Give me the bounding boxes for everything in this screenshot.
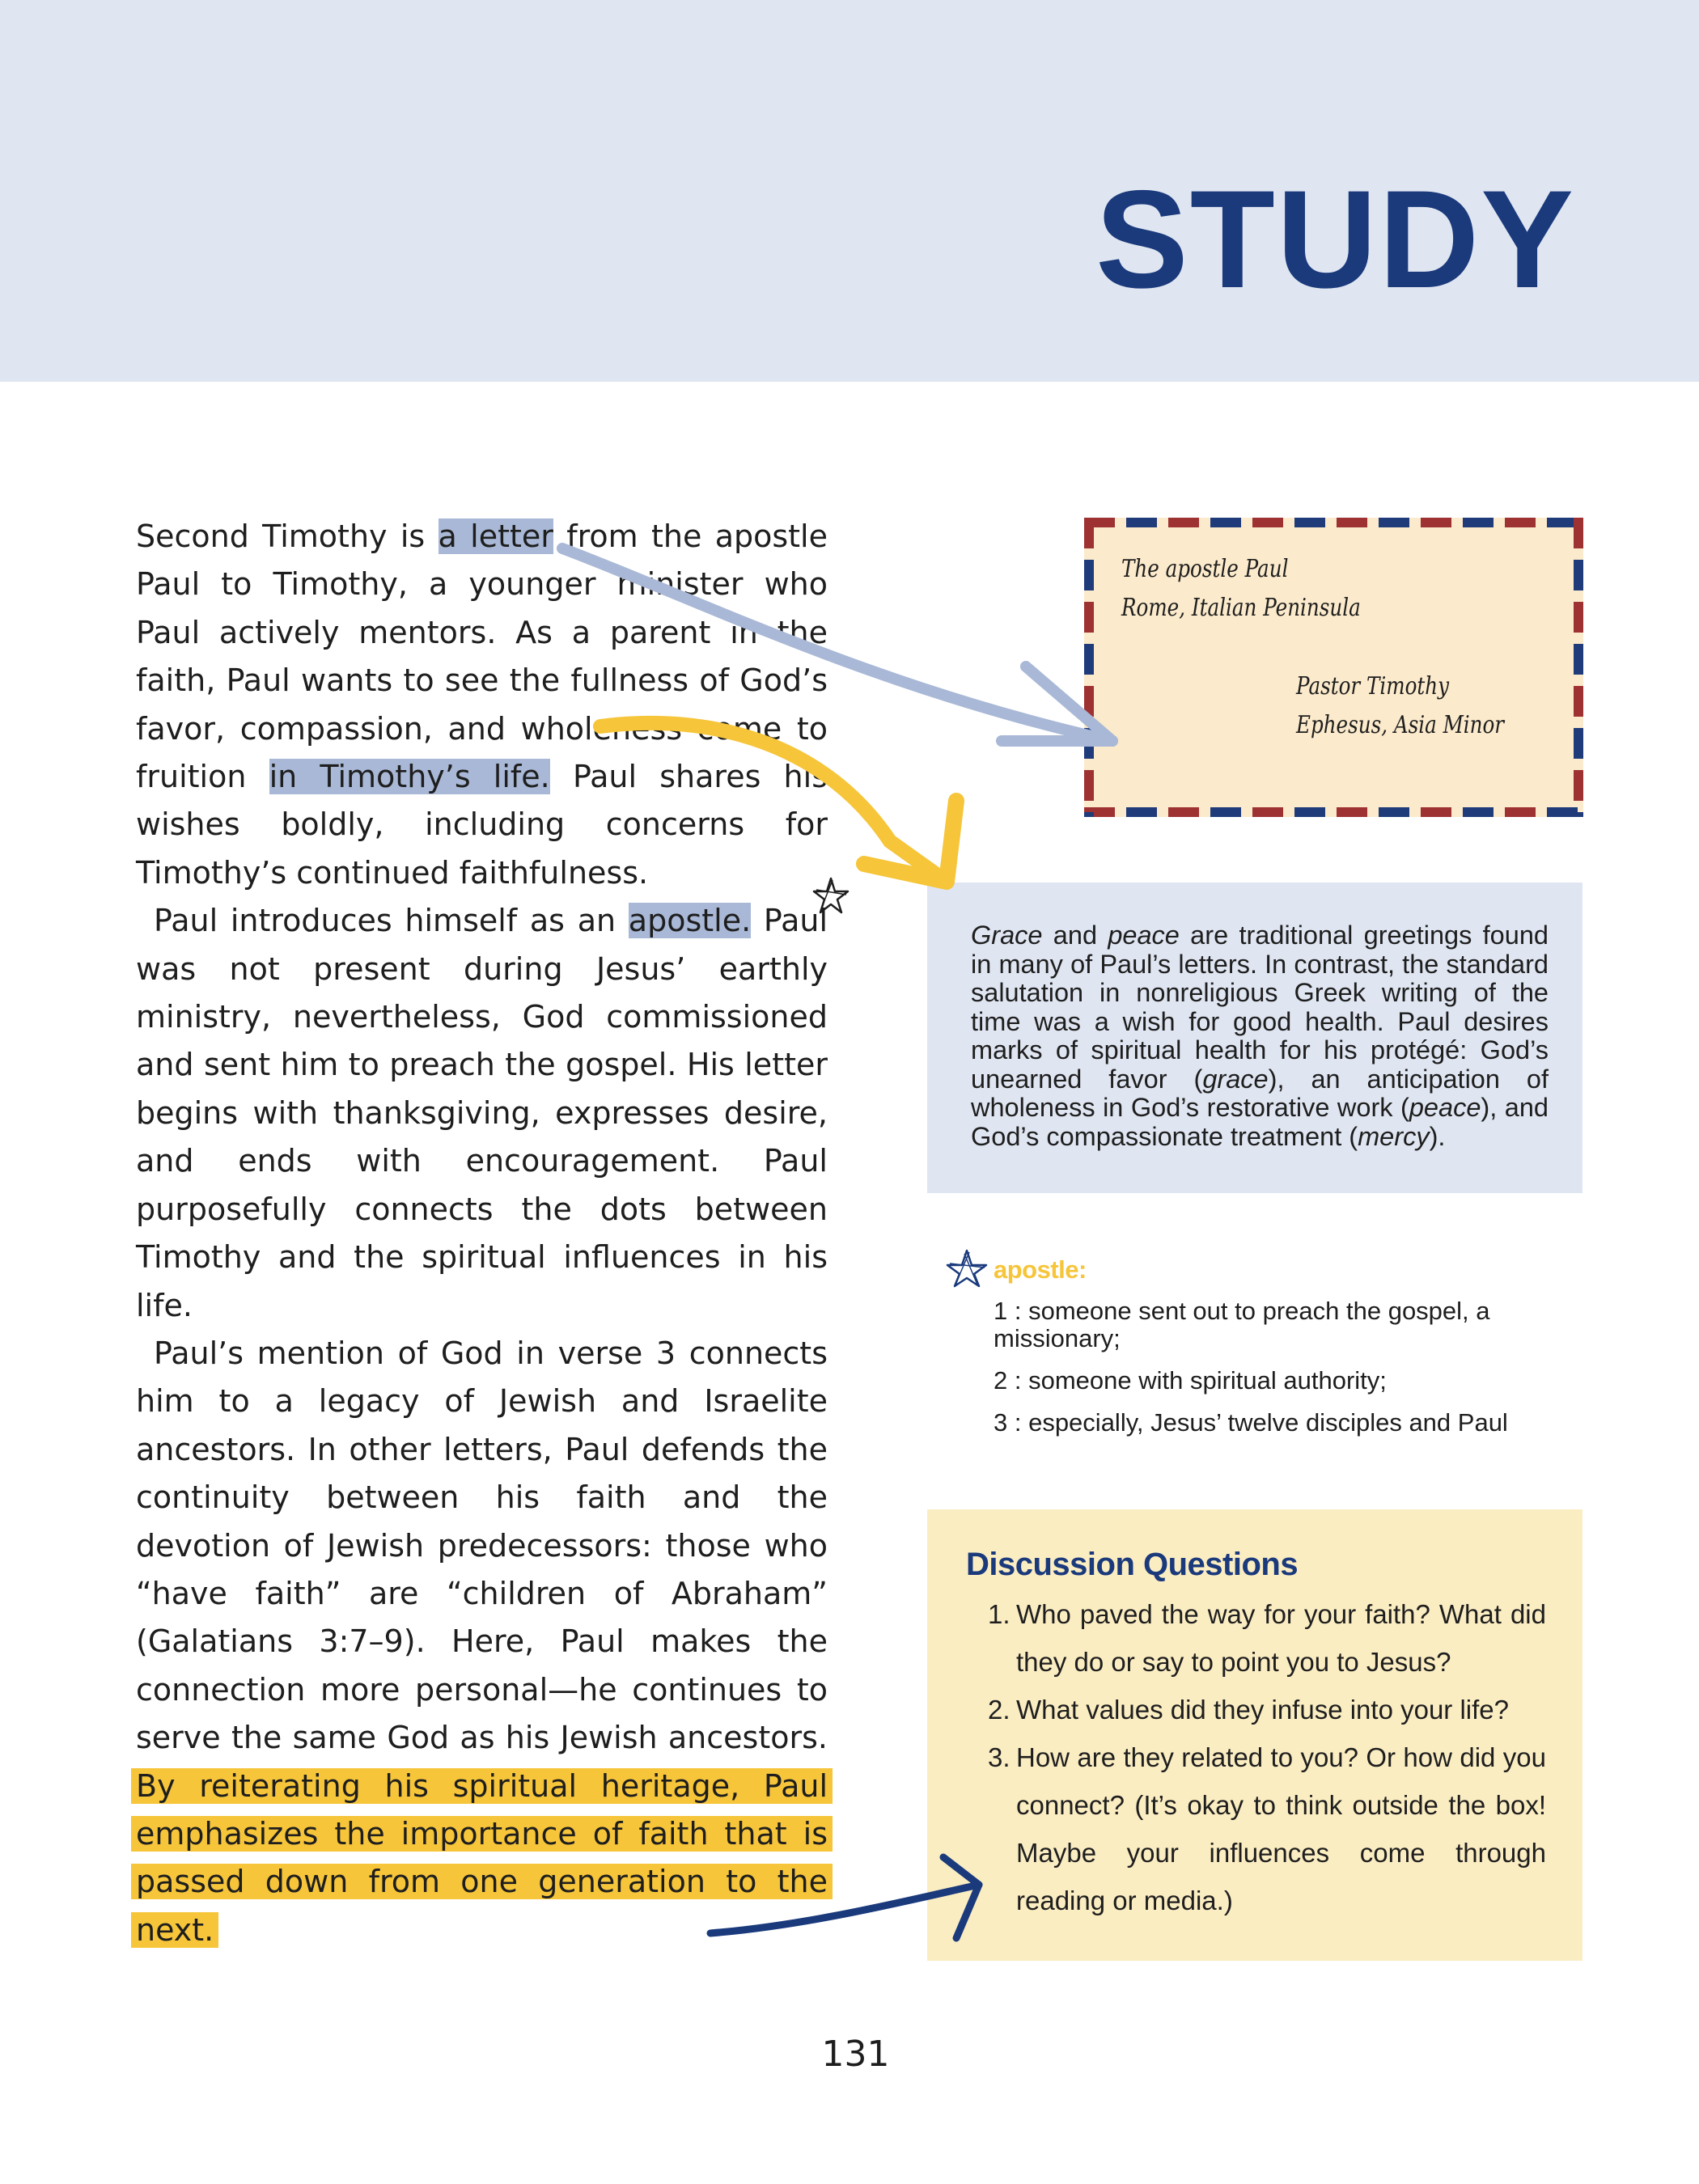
envelope-border-bottom (1084, 807, 1583, 817)
body-column (136, 513, 828, 1954)
highlight-apostle: apostle. (628, 903, 752, 939)
envelope-border-left (1084, 518, 1094, 817)
note-text: Grace and peace are traditional greetings found in many of Paul’s letters. In contrast, the standard salutation in nonreligious Greek writing of the time was a wish for good health. Paul desires marks of spiritual health for his protégé: God’s unearned favor (grace), an anticipation of wholeness in God’s restorative work (peace), and God’s compassionate treatment (mercy). (971, 921, 1549, 1151)
highlight-heritage-sentence: By reiterating his spiritual heritage, Paul emphasizes the importance of faith that is passed down from one generation to the next. (131, 1768, 833, 1948)
definition-sense: 1 : someone sent out to preach the gospel, a missionary; (994, 1297, 1490, 1352)
body-paragraph-3: Paul’s mention of God in verse 3 connects him to a legacy of Jewish and Israelite ancestors. In other letters, Paul defends the continuity between his faith and the devotion of Jewish predecessors: those who “have faith” are “children of Abraham” (Galatians 3:7–9). Here, Paul makes the connection more personal—he continues to serve the same God as his Jewish ancestors. By reiterating his spiritual heritage, Paul emphasizes the importance of faith that is passed down from one generation to the next. (136, 1330, 828, 1954)
highlight-timothys-life: in Timothy’s life. (269, 759, 550, 795)
discussion-list (988, 1590, 1546, 1924)
definition-term: apostle: (994, 1255, 1087, 1284)
envelope-graphic (1084, 518, 1583, 817)
discussion-questions-box (927, 1509, 1582, 1961)
highlight-a-letter: a letter (438, 518, 553, 554)
grace-peace-note (927, 882, 1582, 1193)
definition-sense: 3 : especially, Jesus’ twelve disciples and Paul (994, 1408, 1508, 1437)
envelope-sender: The apostle Paul Rome, Italian Peninsula (1121, 555, 1361, 622)
envelope-border-top (1084, 518, 1583, 527)
definition-senses (994, 1297, 1544, 1451)
envelope-border-right (1574, 518, 1583, 817)
question-item: 1. Who paved the way for your faith? What did they do or say to point you to Jesus? (988, 1599, 1546, 1677)
envelope-recipient: Pastor Timothy Ephesus, Asia Minor (1296, 672, 1505, 739)
definition-sense: 2 : someone with spiritual authority; (994, 1366, 1387, 1395)
star-doodle-icon (945, 1247, 989, 1288)
question-item: 3. How are they related to you? Or how did you connect? (It’s okay to think outside the box! Maybe your influences come through reading or media.) (988, 1742, 1546, 1915)
body-paragraph-2: Paul introduces himself as an apostle. Paul was not present during Jesus’ earthly ministry, nevertheless, God commissioned and sent him to preach the gospel. His letter begins with thanksgiving, expresses desire, and ends with encouragement. Paul purposefully connects the dots between Timothy and the spiritual influences in his life. (136, 903, 828, 1323)
page-number: 131 (821, 2034, 890, 2075)
page-title: STUDY (1095, 162, 1575, 317)
discussion-title: Discussion Questions (966, 1547, 1299, 1582)
question-item: 2. What values did they infuse into your life? (988, 1695, 1510, 1725)
body-paragraph-1: Second Timothy is a letter from the apostle Paul to Timothy, a younger minister who Paul actively mentors. As a parent in the faith, Paul wants to see the fullness of God’s favor, compassion, and wholeness come to fruition in Timothy’s life. Paul shares his wishes boldly, including concerns for Timothy’s continued faithfulness. (136, 518, 828, 891)
